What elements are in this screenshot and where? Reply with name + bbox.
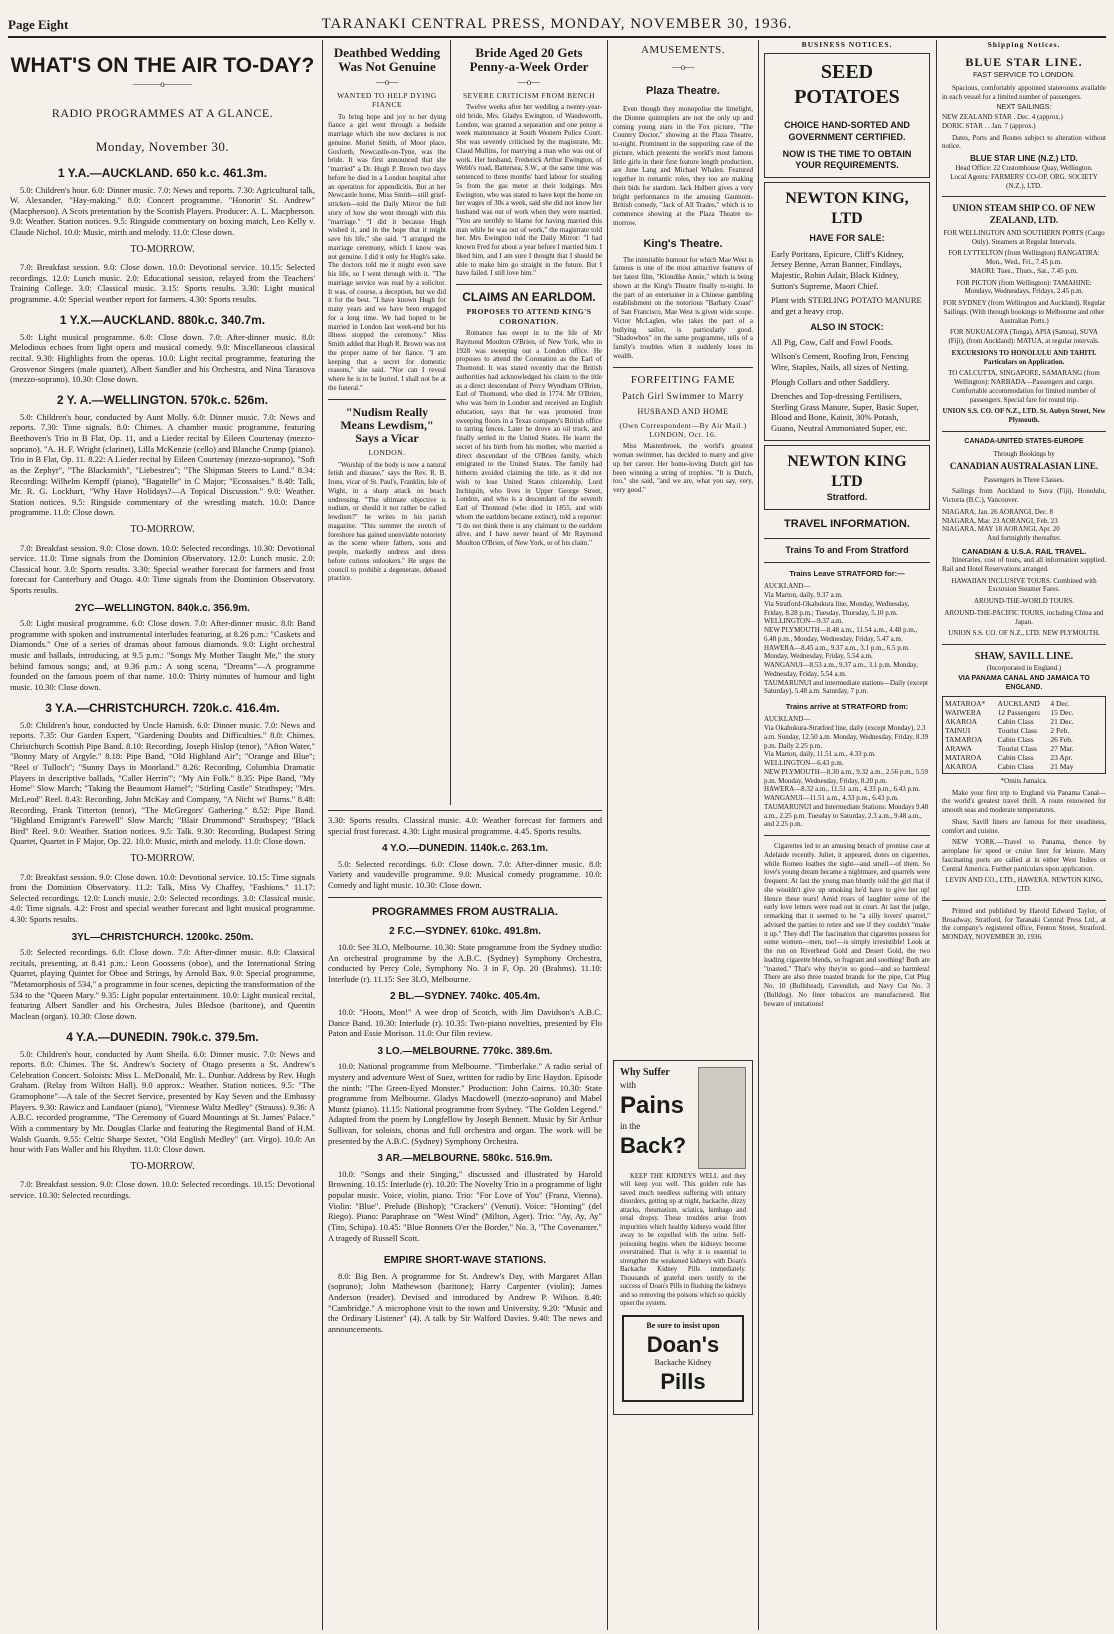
lower-radio-block bbox=[328, 810, 602, 1634]
station-heading: 3 AR.—MELBOURNE. 580kc. 516.9m. bbox=[377, 1153, 553, 1165]
travel-heading: TRAVEL INFORMATION. bbox=[784, 517, 910, 530]
ad-line: in the bbox=[620, 1120, 641, 1131]
ad-headline: NEWTON KING, LTD bbox=[785, 190, 909, 228]
sailing-line: NEW ZEALAND STAR . Dec. 4 (approx.) bbox=[942, 113, 1063, 121]
ad-line: Pains bbox=[620, 1091, 685, 1119]
ad-subhead: Stratford. bbox=[826, 491, 868, 502]
ad-line: with bbox=[620, 1079, 637, 1090]
cigarette-story: Cigarettes led to an amusing breach of promise case at Adelaide recently. Juliet, it appeared, dotes on cigarettes, while Romeo loathes the sight—and smell—of them. So love's young dream became a nightmare, and quarrels were frequent. At last the young man bluntly told the girl that if she wouldn't give up smoking he'd have to give her up! Hence these tears! Amid roars of laughter some of the early love letters were read out in court. At last the judge, remarking that it seemed to be "a silly lovers' quarrel," advised the parties to retire and see if they couldn't "make it up." They did! The fascination that cigarettes possess for some women—men, too!—is simply irresistible! Look at the run on Riverhead Gold and Desert Gold, the two leading cigarette blends, so fragrant and soothing! Both are "toasted." That's why they're so good—and so harmless! There are also three toasted brands for the pipe, Cut Plug No. 10 (Bullshead), Cavendish, and Navy Cut No. 3 (Bulldog). No finer tobaccos are manufactured. But beware of imitations! bbox=[764, 842, 930, 1008]
section-heading: AMUSEMENTS. bbox=[640, 44, 726, 56]
station-heading: 1 Y.X.—AUCKLAND. 880k.c. 340.7m. bbox=[59, 312, 266, 327]
column-rule bbox=[322, 40, 323, 1630]
masthead bbox=[8, 10, 1106, 38]
story-headline: CLAIMS AN EARLDOM. bbox=[462, 290, 596, 305]
divider bbox=[613, 367, 753, 368]
ad-line: CHOICE HAND-SORTED AND GOVERNMENT CERTIFIED. bbox=[784, 120, 910, 142]
theatre-body: Even though they monopolise the limelight, the Dionne quintuplets are not the only up and coming young stars in the Fox picture, "The Country Doctor," showing at the Plaza Theatre, to-night. Prominent in the supporting case of the picture, which presents the world's most famous little girls in their first feature length production, are June Lang and Michael Whalen. Featured together in romantic roles, they too are making their bids for stardom. Jack Hulbert gives a very bright performance in the amusing Gaumont-British comedy, "Jack of All Trades," which is to commence showing at the Plaza Theatre to-morrow. bbox=[613, 105, 753, 227]
shipping-line: AROUND-THE-WORLD TOURS. bbox=[973, 597, 1075, 606]
ornament: ———o——— bbox=[133, 79, 192, 90]
shipping-body: Make your first trip to England via Panama Canal—the world's greatest travel thrill. A route renowned for smooth seas and moderate temperatures. bbox=[942, 788, 1106, 815]
trains-leave-label: Trains Leave STRATFORD for:— bbox=[789, 568, 905, 578]
section-label: Shipping Notices. bbox=[987, 40, 1061, 49]
story-kicker: SEVERE CRITICISM FROM BENCH bbox=[462, 90, 596, 100]
newton-king-stratford-ad bbox=[764, 445, 930, 510]
table-row: MATAROA Cabin Class 23 Apr. bbox=[945, 752, 1073, 762]
shipping-agent: Local Agents: FARMERS' CO-OP. ORG. SOCIETY (N.Z.), LTD. bbox=[950, 172, 1098, 190]
ad-body: KEEP THE KIDNEYS WELL and they will keep you well. This golden rule has saved much needless suffering with urinary disorders, getting up at night, backache, dizzy attacks, rheumatism, sciatica, lumbago and renal dropsy. These troubles arise from impurities which healthy kidneys would filter away to be expelled with the urine. Self-poisoning begins when the kidneys become overstrained. That is why it is essential to strengthen the weakened kidneys with Doan's Backache Kidney Pills immediately. Thousands of grateful users testify to the success of Doan's Pills in flushing the kidneys and so removing the poisons which so quickly upset the system. bbox=[620, 1173, 746, 1308]
newton-king-ad bbox=[764, 182, 930, 440]
story-headline: "Nudism Really Means Lewdism," Says a Vicar bbox=[340, 404, 434, 445]
ad-headline: SEED POTATOES bbox=[794, 61, 900, 109]
shipping-line-headline: UNION STEAM SHIP CO. OF NEW ZEALAND, LTD. bbox=[952, 203, 1096, 225]
sailing-line: DORIC STAR . . Jan. 7 (approx.) bbox=[942, 121, 1036, 130]
table-row: MATAROA* AUCKLAND 4 Dec. bbox=[945, 698, 1070, 708]
station-heading: 4 Y.O.—DUNEDIN. 1140k.c. 263.1m. bbox=[381, 843, 548, 855]
station-tomorrow: 7.0: Breakfast session. 9.0: Close down. 10.0: Selected recordings. 10.30: Devotional service. 11.0: Time signals from the Dominion Observatory. 12.0: Lunch music. 2.0: Classical hour. 3.0: Sports results. 3.30: Special weather forecast for farmers and frost forecast for Canterbury and Otago. 4.0: Time signals from the Dominion Observatory. Sports results. bbox=[10, 542, 315, 596]
seed-potatoes-ad bbox=[764, 53, 930, 178]
divider bbox=[328, 897, 602, 898]
radio-date: Monday, November 30. bbox=[95, 139, 230, 155]
shipping-line: Through Bookings by bbox=[993, 449, 1055, 458]
shipping-line: Passengers in Three Classes. bbox=[983, 475, 1065, 484]
story-kicker: WANTED TO HELP DYING FIANCE bbox=[337, 90, 437, 110]
shipping-subhead: VIA PANAMA CANAL AND JAMAICA TO ENGLAND. bbox=[958, 675, 1090, 692]
shipping-body: Spacious, comfortably appointed staterooms available in each vessel for a limited number of passengers. bbox=[942, 83, 1106, 101]
stock-item: Wilson's Cement, Roofing Iron, Fencing Wire, Staples, Nails, all sizes of Netting. bbox=[771, 351, 909, 372]
radio-subhead: RADIO PROGRAMMES AT A GLANCE. bbox=[51, 106, 274, 121]
shipping-line: TO CALCUTTA, SINGAPORE, SAMARANG (from Wellington): NARBADA—Passengers and cargo. Comfortable accommodation for limited number of passengers. Special fare for round trip. bbox=[948, 369, 1100, 404]
tomorrow-label: TO-MORROW. bbox=[130, 1160, 195, 1172]
divider bbox=[328, 399, 446, 400]
page-number: Page Eight bbox=[8, 17, 69, 32]
shipping-subhead: CANADIAN & U.S.A. RAIL TRAVEL. bbox=[961, 546, 1087, 556]
table-row: WAIWERA 12 Passengers 15 Dec. bbox=[945, 707, 1074, 717]
shipping-subhead: FAST SERVICE TO LONDON. bbox=[973, 70, 1075, 80]
ad-subhead: ALSO IN STOCK: bbox=[810, 322, 884, 333]
shipping-line: UNION S.S. CO. OF N.Z., LTD. St. Aubyn Street, New Plymouth. bbox=[942, 407, 1106, 424]
sailings-table bbox=[942, 696, 1106, 774]
story-subhead: Patch Girl Swimmer to Marry bbox=[622, 391, 744, 402]
timetable-line: Via Stratford-Okahukura line, Monday, Wednesday, Friday, 8.28 p.m.; Tuesday, Thursday, 5.10 p.m. bbox=[764, 599, 910, 617]
divider bbox=[942, 900, 1106, 901]
shipping-agent: LEVIN AND CO., LTD., HAWERA. NEWTON KING, LTD. bbox=[945, 876, 1103, 894]
programme-continued: 3.30: Sports results. Classical music. 4.0: Weather forecast for farmers and special frost forecast. 4.30: Light musical programme. 4.45. Sports results. bbox=[328, 815, 602, 836]
timetable-line: TAUMARUNUI and Intermediate Stations: Mondays 9.48 a.m., 2.25 p.m. Tuesday to Saturday, 2.3 a.m., 9.48 a.m., and 2.25 p.m. bbox=[764, 802, 929, 829]
divider bbox=[764, 562, 930, 563]
story-headline: FORFEITING FAME bbox=[630, 373, 736, 386]
shipping-line: FOR LYTTELTON (from Wellington) RANGATIRA: Mon., Wed., Fri., 7.45 p.m. bbox=[948, 249, 1100, 266]
ad-tagline: Be sure to insist upon bbox=[646, 1320, 720, 1330]
story-dateline: LONDON. bbox=[368, 448, 406, 458]
station-programme: 5.0: Selected recordings. 6.0: Close down. 7.0: After-dinner music. 8.0: Variety and vaudeville programme. 9.0: Musical comedy programme. 10.0: Comedy and light music. 10.30: Close down. bbox=[328, 858, 602, 890]
shipping-line: AROUND-THE-PACIFIC TOURS, including China and Japan. bbox=[944, 608, 1104, 626]
shipping-line: FOR SYDNEY (from Wellington and Auckland). Regular Sailings. (With through bookings to Melbourne and other Australian Ports.) bbox=[942, 299, 1106, 325]
table-row: AKAROA Cabin Class 21 May bbox=[945, 761, 1074, 771]
story-body: To bring hope and joy to her dying fiance a girl went through a bedside marriage which she now declares is not genuine. Muriel Smith, of Moor place, Gosforth, Newcastle-on-Tyne, was the bride. It was first announced that she "married" a Dr. Hugh P. Brown two days before he died in a London hospital after an operation for appendicitis. But at her Newcastle home, Miss Smith—still grief-stricken—told the Daily Mirror the full story of how she went through with this "marriage." "I did it because Hugh wished it, and in the hope that it might save his life," she said. "I arranged the marriage ceremony, which I know was not genuine. I did it only for Hugh's sake. The doctors told me it might even save his life, so I went through with it. "The marriage service was read by a solicitor. It was, of course, a deception, but we did it for the best. "I have known Hugh for many years and we have been engaged for a long time. We had hoped to be married in London last week-end but his illness stopped the ceremony." Miss Smith added that Hugh R. Brown was not the proper name of her fiance. "I am keeping that a secret for domestic reasons," she said. "Nor can I reveal where he is to be buried. I shall not be at the funeral." bbox=[328, 112, 446, 392]
timetable-line: WANGANUI—11.51 a.m., 4.33 p.m., 6.43 p.m. bbox=[764, 794, 899, 803]
divider bbox=[942, 196, 1106, 197]
shipping-line: FOR NUKUALOFA (Tonga), APIA (Samoa), SUVA (Fiji), (from Auckland): MATUA, at regular intervals. bbox=[948, 328, 1100, 345]
station-programme: 5.0: Selected recordings. 6.0: Close down. 7.0: After-dinner music. 8.0: Classical recitals, presenting, at 8.41 p.m.: Leon Goossens (oboe), and the International String Quartet, playing Quintet for Oboe and Strings, by Arnold Bax. 9.0: Special programme, "Metamorphosis of 534," a programme in four scenes, depicting the transformation of the 534 to the "Queen Mary." 9.35: Light popular entertainment. 10.0: Light musical recital, featuring Albert Sandler and his Orchestra, Jules Bledsoe (baritone), and Quentin Maclean (organ). 10.30: Close down. bbox=[10, 947, 315, 1021]
divider bbox=[764, 835, 930, 836]
printer-imprint: Printed and published by Harold Edward Taylor, of Broadway, Stratford, for Taranaki Central Press Ltd., at the company's registered office, Fenton Street, Stratford. MONDAY, NOVEMBER 30, 1936. bbox=[942, 906, 1106, 942]
station-programme: 5.0: Children's hour, conducted by Aunt Sheila. 6.0: Dinner music. 7.0: News and reports. 8.0: Chimes. The St. Andrew's Society of Otago presents a St. Andrew's Celebration Concert. Soloists: Miss L. McDonald, Mr. L. Dunbar. Address by Rev. Hugh Graham. (Relay from Wilton Hall). 9.0 approx.: Weather. Station notices. 9.5: "The Gramophone"—A tale of the Secret Service, presented by Kay Seven and the Embassy Players. 9.30: Rawicz and Landauer (piano), "Viennese Waltz Medley" (Strauss). 9.36: A A.B.C. recorded programme, "The Ceremony of Guard Mountings at St. James' Palace." With a commentary by Mr. Douglas Clarke and featuring the Regimental Band of H.M. Walsh Guards. 9.55: Celtic Sharpe Sextet, "Old English Medley" (arr. Virgo). 10.0: An hour with Fats Waller and his Rhythm. 11.0: Close down. bbox=[10, 1048, 315, 1155]
stock-item: Plough Collars and other Saddlery. bbox=[771, 376, 890, 387]
shipping-label: CANADA-UNITED STATES-EUROPE bbox=[964, 437, 1084, 445]
timetable-line: WANGANUI—8.53 a.m., 9.37 a.m., 3.1 p.m. Monday, Wednesday, Friday, 5.54 a.m. bbox=[764, 661, 918, 678]
ad-body: Early Poritans, Epicure, Cliff's Kidney, Jersey Benne, Arran Banner, Findlays, Majestic, Robin Adair, Black Kidney, Sutton's Supreme, Maori Chief. bbox=[771, 248, 904, 291]
theatre-heading: King's Theatre. bbox=[643, 237, 723, 250]
stock-item: All Pig, Cow, Calf and Fowl Foods. bbox=[771, 336, 894, 347]
timetable-line: WELLINGTON—6.43 p.m. bbox=[764, 759, 844, 768]
ornament: —o— bbox=[517, 76, 541, 87]
station-heading: 3YL—CHRISTCHURCH. 1200kc. 250m. bbox=[71, 931, 254, 943]
station-programme: 5.0: Children's hour, conducted by Aunt Molly. 6.0: Dinner music. 7.0: News and reports. 7.30: Time signals. 8.0: Chimes. A chamber music programme, featuring Beethoven's Trio in B Flat, Op. 11, and a Lieder recital by Eileen Courtenay (mezzo-soprano). "A. H. F. Wright (clarinet), Lilla McKenzie (cello) and Blanche Crump (piano). Trio in B Flat, Op. 11. 8.22: A Lieder recital by Eileen Courtenay (mezzo-soprano), "Soft as the Zephyr", "The Blacksmith", "Liebestreu"; "The Shipman Steers to Land." 8.34: Recording: Wilhelm Kempff (piano), "Bagatelle" in C Major; "Ecossaises." 8.40: Talk, Mr. R. G. Lockhart, "Why Have Holidays?—A Topical Discussion." 9.0: Weather. Station notices. 9.5: Ringside commentary of the wrestling match. 10.0: Dance programme. 11.0: Close down. bbox=[10, 411, 315, 518]
stock-item: Drenches and Top-dressing Fertilisers, Sterling Grass Manure, Super, Basic Super, Blood and Bone, Kainit, 30% Potash, Guano, Neutral Ammoniated Super, etc. bbox=[771, 391, 919, 433]
backache-figure-illustration bbox=[698, 1067, 746, 1169]
station-tomorrow: 7.0: Breakfast session. 9.0: Close down. 10.0: Devotional service. 10.15: Selected recordings. 12.0: Lunch music. 2.0: Educational session, relayed from the Teachers' Training College. 3.0: Classical music. 3.15: Sports results. 3.30: Light musical programme. 4.0: Special weather report for farmers. 4.30: Sports results. bbox=[10, 262, 315, 305]
timetable-line: NEW PLYMOUTH—8.48 a.m., 11.54 a.m., 4.48 p.m., 6.48 p.m., Monday, Wednesday, Friday, 5.47 a.m. bbox=[764, 626, 918, 643]
sailing-line: NIAGARA, MAY 18 AORANGI, Apr. 20 bbox=[942, 525, 1060, 534]
divider bbox=[942, 431, 1106, 432]
story-body: Twelve weeks after her wedding a twenty-year-old bride, Mrs. Gladys Ewington, of Wandsworth, London, was granted a separation and one penny a week maintenance at South Western Police Court. She was severely criticised by the magistrate, Mr. Claud Mullins, for marrying a man who was out of work. Her husband, Frederick Arthur Ewington, of Webb's road, Battersea, S.W., at the same time was sentenced to three months' hard labour for stealing 5s from the gas meter at their lodgings. Mrs Ewington, who was stated to have kept the home on her wages of 30s a week, said she did not know her husband was out of work when they were married. "You are terribly to blame for having married this man while he was out of work," the magistrate told her. Mrs Ewington told the Daily Mirror: "I had known Fred for about a year before I married him. I liked him, and I am sure I thought that I should be able to make him go straight in the future. But I have failed. I still love him." bbox=[456, 103, 602, 278]
shipping-line: EXCURSIONS TO HONOLULU AND TAHITI. Particulars on Application. bbox=[951, 348, 1097, 366]
radio-column bbox=[10, 40, 315, 1630]
station-heading: 2 BL.—SYDNEY. 740kc. 405.4m. bbox=[389, 991, 541, 1003]
amusements-column bbox=[613, 40, 753, 1630]
station-programme: 10.0: "Hoots, Mon!" A wee drop of Scotch, with Jim Davidson's A.B.C. Dance Band. 10.30: Interlude (r). 10.35: Two-piano novelties, presented by Flo Paton and Essie Morison. 11.0: Our film review. bbox=[328, 1006, 602, 1039]
tomorrow-label: TO-MORROW. bbox=[130, 243, 195, 255]
table-footnote: *Omits Jamaica. bbox=[1000, 776, 1048, 785]
australia-heading: PROGRAMMES FROM AUSTRALIA. bbox=[372, 905, 558, 918]
timetable-line: WELLINGTON—9.37 a.m. bbox=[764, 617, 844, 626]
ad-body: Plant with STERLING POTATO MANURE and get a heavy crop. bbox=[771, 295, 922, 316]
empire-heading: EMPIRE SHORT-WAVE STATIONS. bbox=[383, 1255, 547, 1267]
shipping-line: FOR WELLINGTON AND SOUTHERN PORTS (Cargo Only). Steamers at Regular Intervals. bbox=[943, 228, 1105, 246]
station-programme: 10.0: See 3LO, Melbourne. 10.30: State programme from the Sydney studio: An orchestral programme by the A.B.C. (Sydney) Symphony Orchestra, conducted by Percy Cole, Symphony No. 3 in F, Op. 20 (Brahms). 11.10: Interlude (r). 11.15: See 3LO, Melbourne. bbox=[328, 941, 602, 984]
column-rule bbox=[758, 40, 759, 1630]
newspaper-title: TARANAKI CENTRAL PRESS, MONDAY, NOVEMBER 30, 1936. bbox=[321, 16, 793, 32]
trains-arrive-label: Trains arrive at STRATFORD from: bbox=[785, 702, 909, 711]
theatre-heading: Plaza Theatre. bbox=[646, 85, 720, 97]
ad-line: Back? bbox=[620, 1133, 687, 1158]
timetable-line: AUCKLAND— bbox=[764, 582, 811, 591]
column-rule bbox=[450, 40, 451, 805]
station-heading: 3 LO.—MELBOURNE. 770kc. 389.6m. bbox=[377, 1045, 553, 1057]
empire-programme: 8.0: Big Ben. A programme for St. Andrew's Day, with Margaret Allan (soprano); John Mathewson (baritone); Harry Carpenter (violin); James Anderson (reader). Devised and introduced by Andrew P. Wilson. 8.40: "Cambridge." A microphone visit to the town and University. 9.20: "Music and the Ordinary Listener" (4). A talk by Sir Walford Davies. 9.40: The news and announcements. bbox=[328, 1270, 602, 1334]
station-tomorrow: 7.0: Breakfast session. 9.0: Close down. 10.0: Selected recordings. 10.15: Devotional service. 10.30: Selected recordings. bbox=[10, 1179, 315, 1200]
radio-headline: WHAT'S ON THE AIR TO-DAY? bbox=[10, 54, 315, 77]
tomorrow-label: TO-MORROW. bbox=[130, 853, 195, 865]
sailing-line: NIAGARA, Mar. 23 AORANGI, Feb. 23 bbox=[942, 516, 1058, 525]
shipping-body: NEW YORK.—Travel to Panama, thence by aeroplane for speed or cruise liner for leisure. Many fascinating ports are called at in either West Indies or Central America. Further particulars upon application. bbox=[942, 838, 1106, 873]
station-heading: 1 Y.A.—AUCKLAND. 650 k.c. 461.3m. bbox=[57, 165, 268, 180]
timetable-line: Via Okahukura-Stratford line, daily (except Monday), 2.3 a.m. Sunday, 12.50 a.m. Monday, Wednesday, Friday, 8.39 p.m. Daily 2.25 p.m. bbox=[764, 724, 929, 750]
shipping-line-headline: SHAW, SAVILL LINE. bbox=[974, 651, 1074, 663]
column-rule bbox=[607, 40, 608, 1630]
shipping-office: Head Office: 22 Customhouse Quay, Wellington. bbox=[955, 164, 1093, 172]
story-body: Miss Mastenbroek, the world's greatest woman swimmer, has decided to marry and give up her career. Her home-loving Dutch girl has been winning a string of trophies. "It is Dutch, too," she said, "and we are, what you say, very, very good." bbox=[613, 442, 753, 495]
station-heading: 2 F.C.—SYDNEY. 610kc. 491.8m. bbox=[389, 926, 541, 938]
station-programme: 10.0: "Songs and their Singing," discussed and illustrated by Harold Browning. 10.15: Interlude (r). 10.20: The Novelty Trio in a programme of light popular music. Voice, violin, piano. Trio: "For Love of You" (Franz, Vienna). Violin: "Blue". Prelude (Bishop); "Crackers" (Venuti). Voice: "Homing" (del Riego). Piano: Paraphrase on "West Wind" (Milton, Ager). Trio: "Ay, Ay, Ay" (Tito, Schipa). 10.45: "Blue Bonnets O'er the Border," No. 3, "The Covenanter." A tragedy of Russell Scott. bbox=[328, 1168, 602, 1243]
story-subhead: HUSBAND AND HOME bbox=[637, 406, 729, 416]
ornament: —o— bbox=[671, 61, 695, 72]
timetable-line: NEW PLYMOUTH—8.30 a.m., 9.32 a.m., 2.56 p.m., 5.59 p.m. Monday, Wednesday, Friday, 8.20 p.m. bbox=[764, 767, 929, 785]
station-programme: 5.0: Light musical programme. 6.0: Close down. 7.0: After-dinner music. 8.0: Band programme with spoken and instrumental interludes featuring, at 8.26 p.m.: "Caskets and Diamonds." One of a series of dramas about famous diamonds. 9.0: Light orchestral music and ballads, introducing, at 9.5 p.m.: "Songs My Mother Taught Me," the story behind famous songs; and, at 9.36 p.m.: A song scena, "Dreams"—A programme founded on the famous poem of that name. 10.0: Thirty minutes of humour and light music. 10.30: Close down. bbox=[10, 618, 315, 692]
station-programme: 5.0: Light musical programme. 6.0: Close down. 7.0: After-dinner music. 8.0: Melodious echoes from light opera and musical comedy. 9.0: Miscellaneous classical recital. 9.30: Highlights from the operas. 10.0: Light recital programme, featuring the Grosvenor Singers (male quartet), Albert Sandler and his Orchestra, and Nina Tarasova (mezzo-soprano). 10.30: Close down. bbox=[10, 331, 315, 385]
shipping-company: BLUE STAR LINE (N.Z.) LTD. bbox=[970, 154, 1078, 163]
station-heading: 3 Y.A.—CHRISTCHURCH. 720k.c. 416.4m. bbox=[45, 700, 280, 715]
station-heading: 4 Y.A.—DUNEDIN. 790k.c. 379.5m. bbox=[66, 1029, 259, 1044]
ad-pills: Pills bbox=[660, 1369, 706, 1395]
story-body: "Worship of the body is now a natural fetish and disease," says the Rev. R. B. Irons, vicar of St. Paul's, Franklin, Isle of Wight, in a sharp attack on beach undressing. "The ultimate objective is nudism, or should it not rather be called lewdism?" he writes in his parish magazine. "This summer the stretch of foreshore has gained unenviable notoriety as the scene where fathers, sons and people, markedly undress and dress before curious onlookers." He urges the council to prohibit a degenerate, debased practice. bbox=[328, 460, 446, 583]
shipping-body: Dates, Ports and Routes subject to alteration without notice. bbox=[942, 133, 1106, 151]
shipping-body: Sailings from Auckland to Suva (Fiji), Honolulu, Victoria (B.C.), Vancouver. bbox=[942, 487, 1106, 504]
business-notices-column bbox=[764, 40, 930, 1630]
timetable-line: Via Marton, daily, 11.51 a.m., 4.33 p.m. bbox=[764, 750, 876, 759]
shipping-line-headline: BLUE STAR LINE. bbox=[965, 55, 1083, 70]
table-row: TAINUI Tourist Class 2 Feb. bbox=[945, 725, 1070, 735]
tomorrow-label: TO-MORROW. bbox=[130, 524, 195, 536]
news-column-2 bbox=[328, 40, 446, 805]
shipping-body: Shaw, Savill liners are famous for their steadiness, comfort and cuisine. bbox=[942, 817, 1106, 835]
station-programme: 10.0: National programme from Melbourne. "Timberlake." A radio serial of mystery and adventure West of Suez, written for radio by Eric Haydon. Episode the ninth: "The Green-Eyed Monster." Production: John Cairns. 10.30: State programme from Melbourne. Gladys Macdowell (mezzo-soprano) and Mabel Muntz (piano). 11.15: National programme from Sydney. "The Golden Legend." Adapted from the poem by Longfellow by Joseph Bennett. Music by Sir Arthur Sullivan, for soloists, chorus and full orchestra and organ. The work will be presented by the A.B.C. (Sydney) Symphony Orchestra. bbox=[328, 1061, 602, 1146]
shipping-agent: UNION S.S. CO. OF N.Z., LTD. NEW PLYMOUTH. bbox=[948, 629, 1100, 638]
ad-brand: Doan's bbox=[646, 1331, 720, 1357]
travel-subhead: Trains To and From Stratford bbox=[785, 544, 909, 555]
timetable-line: AUCKLAND— bbox=[764, 715, 811, 724]
sailing-line: NIAGARA, Jan. 26 AORANGI, Dec. 8 bbox=[942, 507, 1054, 516]
story-headline: Deathbed Wedding Was Not Genuine bbox=[333, 45, 441, 75]
ad-product: Backache Kidney bbox=[654, 1358, 712, 1368]
station-programme: 5.0: Children's hour. 6.0: Dinner music. 7.0: News and reports. 7.30: Agricultural talk, W. Alexander, "Hay-making." 8.0: Concert programme. "Honorin' St. Andrew" (Macpherson). A Scots pretentation by the Scottish Players. Producer: A. L. Macpherson. 9.0: Weather. Station notices. 9.5: Ringside commentary on boxing match, Leo Kelly v. Claude Nichol. 10.0: Music, mirth and melody. 11.0: Close down. bbox=[10, 184, 315, 238]
timetable-line: Via Marton, daily, 9.37 a.m. bbox=[764, 591, 843, 599]
shipping-body: Itineraries, cost of tours, and all information supplied. Rail and Hotel Reservations arranged. bbox=[942, 556, 1106, 573]
column-rule bbox=[936, 40, 937, 1630]
station-heading: 2 Y. A.—WELLINGTON. 570k.c. 526m. bbox=[56, 392, 269, 407]
shipping-line: HAWAIIAN INCLUSIVE TOURS. Combined with Excursion Steamer Fares. bbox=[951, 576, 1097, 594]
shipping-column bbox=[942, 40, 1106, 1630]
table-row: AKAROA Cabin Class 21 Dec. bbox=[945, 716, 1074, 726]
divider bbox=[456, 284, 602, 285]
news-column-3 bbox=[456, 40, 602, 805]
shipping-line: MAORI: Tues., Thurs., Sat., 7.45 p.m. bbox=[970, 266, 1078, 275]
timetable-line: HAWERA—8.32 a.m., 11.51 a.m., 4.33 p.m., 6.43 p.m. bbox=[764, 785, 920, 794]
divider bbox=[942, 644, 1106, 645]
timetable-line: TAUMARUNUI and intermediate stations—Daily (except Saturday), 5.48 a.m. Saturday, 7 p.m. bbox=[764, 678, 928, 696]
station-heading: 2YC—WELLINGTON. 840k.c. 356.9m. bbox=[75, 602, 250, 614]
doans-pills-logo bbox=[622, 1315, 744, 1402]
ad-subhead: HAVE FOR SALE: bbox=[809, 233, 885, 244]
shipping-subhead: NEXT SAILINGS: bbox=[996, 104, 1052, 112]
shipping-line: FOR PICTON (from Wellington): TAMAHINE: Mondays, Wednesdays, Fridays, 2.45 p.m. bbox=[956, 278, 1092, 296]
sailing-line: And fortnightly thereafter. bbox=[987, 534, 1061, 542]
ornament: —o— bbox=[375, 76, 399, 87]
story-body: Romance has swept in to the life of Mr Raymond Moulton O'Brien, of New York, who in 1928 was sweeping out a London office. He proposes to attend the Coronation as the Earl of Thomond. It was stated recently that the British authorities had acknowledged his claim to the title as a direct descendant of Percy Wyndham O'Brien, Earl of Thomond, who died in 1774. Mr O'Brien, who was born in London and received an English education, says that he was promoted from sweeping floors in a Texas company's British office to tarring fences. Later he drove an oil truck, and finally settled in the United States. He learnt the secret of his birth from his mother, who married a direct descendant of the O'Brien family, which emigrated to the United States. The family had hitherto avoided claiming the title, as it did not wish to lose United States citizenship. Lord Inchiquin, who lives in Upper George Street, London, and who is a descendant of the seventh Earl of Thomond (who died in 1855, and with whom the earldom became extinct), told a reporter: "I do not think there is any claimant to the earldom alive, and I have never heard of Mr Raymond Moulton O'Brien, of New York, or of his claim." bbox=[456, 329, 602, 548]
timetable-line: HAWERA—8.45 a.m., 9.37 a.m., 3.1 p.m., 6.5 p.m. Monday, Wednesday, Friday, 5.54 a.m. bbox=[764, 643, 910, 661]
divider bbox=[764, 538, 930, 539]
station-programme: 5.0: Children's hour, conducted by Uncle Hamish. 6.0: Dinner music. 7.0: News and reports. 7.35: Our Garden Expert, "Gardening Doubts and Difficulties." 8.0: Chimes. Christchurch Scottish Pipe Band. 8.10: Recording, Joseph Hislop (tenor), "Afton Water," "Bonny Mary of Argyle." 8.18: Pipe Band, "Old Highland Air"; "Orange and Blue"; "Reel o' Tulloch"; "Sunny Days in Moorland." 8.26: Recording, Columbia Dramatic Players in descriptive ballads, "Caller Herrin'"; "My Ain Folk." 8.35: Pipe Band, "My Home" Slow March; "Taking the Beaumont Hamel"; "Stirling Castle" Strathspey; "Mrs. McLeod" Reel. 8.43: Recording, John McKay and Company, "A Nicht wi' Burns." 8.48: Recording, Frank Titterton (tenor), "The McGregors' Gathering." 8.52: Pipe Band. "Highland Emigrant's Farewell" Slow March; "Blair Drummond" Strathspey; "Black Bird" Reel. 9.0: Weather. Station notices. 9.5: Talk. 9.30: Recording, Budapest String Quartet, Quartet in F Major, Op. 22. 10.0: Music, mirth and melody. 11.0: Close down. bbox=[10, 719, 315, 847]
shipping-line-headline: CANADIAN AUSTRALASIAN LINE. bbox=[949, 461, 1099, 472]
shipping-line: (Incorporated in England.) bbox=[986, 663, 1062, 672]
doans-advertisement bbox=[613, 1060, 753, 1415]
ad-line: Why Suffer bbox=[620, 1067, 670, 1078]
story-headline: Bride Aged 20 Gets Penny-a-Week Order bbox=[469, 45, 589, 75]
story-byline: (Own Correspondent—By Air Mail.) LONDON, Oct. 16. bbox=[619, 420, 747, 440]
section-label: BUSINESS NOTICES. bbox=[801, 40, 893, 49]
table-row: ARAWA Tourist Class 27 Mar. bbox=[945, 743, 1074, 753]
theatre-body: The inimitable humour for which Mae West is famous is one of the most attractive features of her latest film, "Klondike Annie," which is being shown at the King's Theatre finally to-night. In the part of an entertainer in a Chinese gambling establishment on the notorious "Barbary Coast" of San Francisco, Mae West is given wide scope. Victor McLaglen, who takes the part of a bullying sailor, is particularly good. "Shadowbox" on the same programme, tells of a family's troubles when it suddenly loses its wealth. bbox=[613, 255, 753, 360]
table-row: TAMAROA Cabin Class 26 Feb. bbox=[945, 734, 1073, 744]
ad-line: NOW IS THE TIME TO OBTAIN YOUR REQUIREMENTS. bbox=[782, 148, 912, 171]
station-tomorrow: 7.0: Breakfast session. 9.0: Close down. 10.0: Devotional service. 10.15: Time signals from the Dominion Observatory. 11.2: Talk, Miss Vy Chaffey, "Fashions." 11.17: Selected recordings. 12.0: Lunch music. 2.0: Selected recordings. 3.0: Classical music. 4.0: Time signals. 4.2: Frost and special weather forecast and light musical programme. 4.30: Sports results. bbox=[10, 871, 315, 925]
ad-headline: NEWTON KING LTD bbox=[787, 452, 907, 490]
story-kicker: PROPOSES TO ATTEND KING'S CORONATION. bbox=[466, 307, 592, 326]
